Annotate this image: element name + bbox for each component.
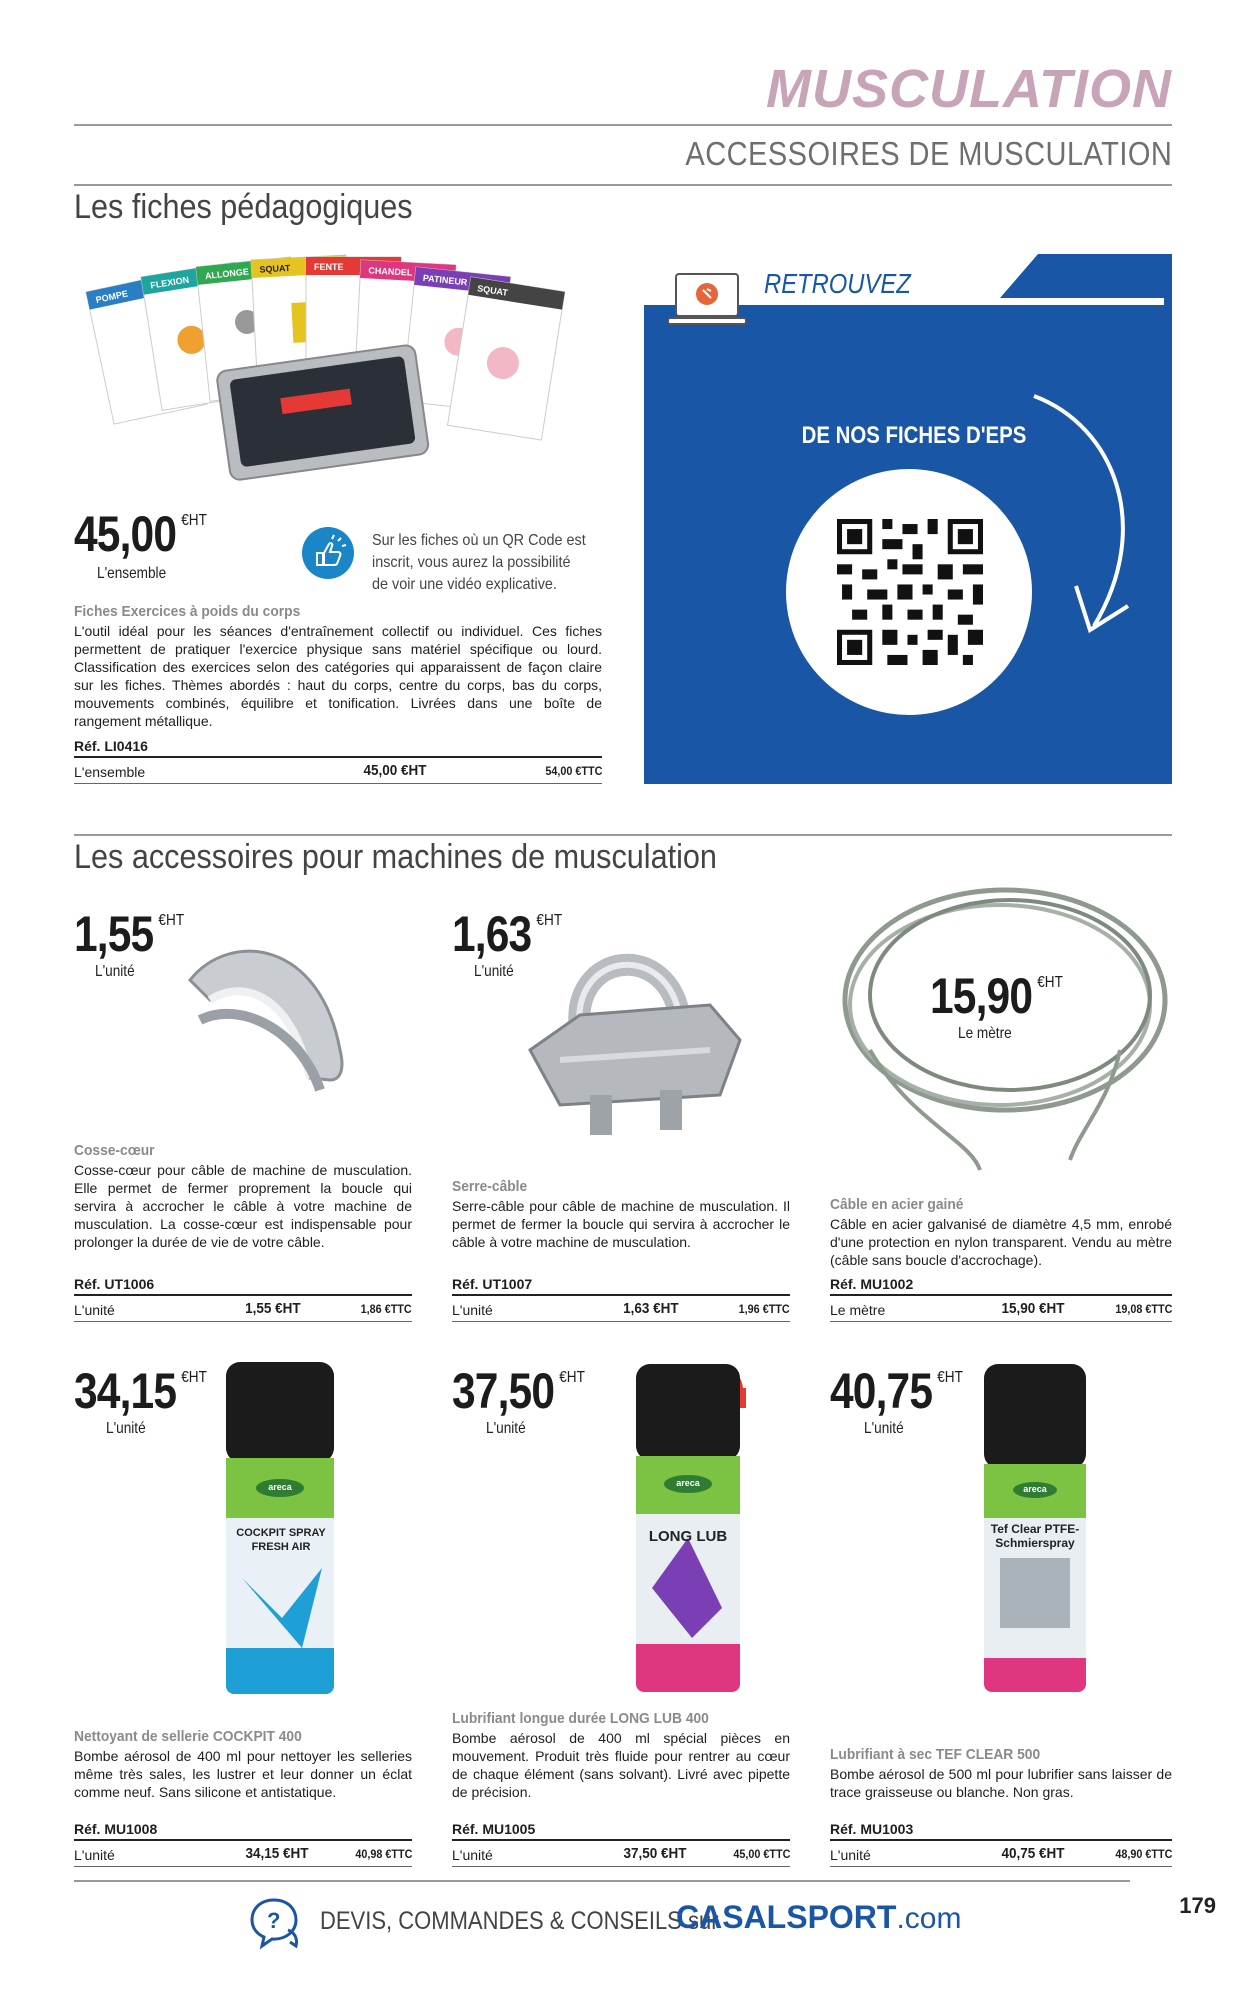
card-label: SQUAT [259,262,291,275]
fiches-product-ref: Réf. LI0416 [74,738,602,758]
can-label: COCKPIT SPRAY FRESH AIR [236,1527,326,1553]
fiches-price [74,505,207,563]
section2-divider [74,834,1172,836]
product-description: Bombe aérosol de 400 ml pour nettoyer les selleries même très sales, les lustrer et leur donner un éclat comme neuf. Sans silicone et antistatique. [74,1748,412,1800]
price-row-ttc: 45,00 €TTC [732,1847,790,1861]
product-description: Serre-câble pour câble de machine de musculation. Il permet de fermer la boucle qui servira à accrocher le câble à votre machine de musculation. [452,1198,790,1250]
price-row-ttc: 1,86 €TTC [360,1302,412,1316]
product-unit: L'unité [474,963,514,980]
promo-tab-shape [1000,254,1172,298]
footer-brand-link[interactable] [676,1899,961,1936]
product-price-value: 40,75 [830,1363,933,1419]
footer-brand-suffix: .com [896,1902,962,1935]
promo-line2: TOUTE LA GAMME [764,300,987,333]
can-brand: areca [676,1478,700,1488]
price-row-label: L'unité [830,1847,871,1863]
product-price-suffix: €HT [181,1369,207,1386]
section-title-accessoires: Les accessoires pour machines de musculation [74,838,717,876]
price-row-label: L'ensemble [74,764,146,780]
price-row-ttc: 54,00 €TTC [544,764,602,778]
qr-code-icon [837,519,983,665]
product-name: Lubrifiant à sec TEF CLEAR 500 [830,1746,1041,1763]
card-label: SQUAT [476,283,509,298]
fiches-product-description: L'outil idéal pour les séances d'entraînement collectif ou individuel. Ces fiches permettent de pratiquer l'exercice physique sans matériel spécifique ou lourd. Classification des exercices selon des catégories qui apparaissent de façon claire sur les fiches. Thèmes abordés : haut du corps, centre du corps, bas du corps, mouvements combinés, équilibre et tonification. Livrées dans une boîte de rangement métallique. [74,623,602,729]
price-row-ht: 1,63 €HT [623,1300,679,1317]
product-description: Cosse-cœur pour câble de machine de musculation. Elle permet de fermer proprement la boucle qui servira à accrocher le câble à votre machine de musculation. La cosse-cœur est indispensable pour prolonger la durée de vie de votre câble. [74,1162,412,1250]
card-label: FENTE [314,262,344,272]
product-price-value: 1,63 [452,906,532,962]
price-row-label: Le mètre [830,1302,886,1318]
qr-code-circle[interactable] [786,469,1032,715]
product-description: Câble en acier galvanisé de diamètre 4,5 mm, enrobé d'une protection en nylon transparent. Vendu au mètre (câble sans boucle d'accrochage). [830,1216,1172,1268]
thumbs-up-icon [302,527,354,579]
footer-brand-name: CASALSPORT [676,1899,897,1935]
product-ref: Réf. MU1002 [830,1276,1172,1296]
price-row-ht: 40,75 €HT [1001,1845,1065,1862]
header-divider [74,124,1172,126]
product-price-row [452,1300,790,1322]
price-row-ttc: 19,08 €TTC [1114,1302,1172,1316]
product-price [930,967,1063,1025]
price-row-label: L'unité [74,1847,115,1863]
product-ref: Réf. MU1003 [830,1821,1172,1841]
wire-clip-image [520,920,750,1150]
promo-line3: DE NOS FICHES D'EPS [801,422,1027,449]
card-label: FLEXION [149,274,190,291]
spray-can-longlub [632,1358,772,1698]
card-label: ALLONGE [204,266,250,282]
price-row-ht: 45,00 €HT [363,762,427,779]
product-name: Serre-câble [452,1178,528,1195]
footer-divider [74,1880,1130,1882]
price-row-ttc: 40,98 €TTC [354,1847,412,1861]
product-ref: Réf. MU1008 [74,1821,412,1841]
product-price [830,1362,963,1420]
product-ref: Réf. UT1006 [74,1276,412,1296]
qr-note: Sur les fiches où un QR Code est inscrit, vous aurez la possibilité de voir une vidéo explicative. [372,532,586,593]
product-price-value: 34,15 [74,1363,177,1419]
can-brand: areca [1023,1484,1047,1494]
footer-text: DEVIS, COMMANDES & CONSEILS sur [320,1907,719,1935]
section-title-fiches: Les fiches pédagogiques [74,188,413,226]
product-price [452,1362,585,1420]
can-label: Tef Clear PTFE-Schmierspray [990,1522,1080,1550]
category-title: MUSCULATION [766,59,1172,119]
product-unit: Le mètre [958,1025,1012,1042]
product-price-value: 15,90 [930,968,1033,1024]
product-ref: Réf. UT1007 [452,1276,790,1296]
curved-arrow-icon [1024,386,1164,656]
spray-can-tefclear [980,1358,1090,1698]
product-price [74,905,184,963]
product-price [74,1362,207,1420]
can-brand: areca [268,1482,292,1492]
product-description: Bombe aérosol de 500 ml pour lubrifier sans laisser de trace graisseuse ou blanche. Non gras. [830,1766,1172,1800]
price-row-ht: 37,50 €HT [623,1845,687,1862]
product-name: Cosse-cœur [74,1142,155,1159]
product-unit: L'unité [106,1420,146,1437]
product-price-row [74,1845,412,1867]
price-row-ht: 1,55 €HT [245,1300,301,1317]
promo-line1: RETROUVEZ [764,268,911,299]
price-row-ttc: 1,96 €TTC [738,1302,790,1316]
price-row-ttc: 48,90 €TTC [1114,1847,1172,1861]
card-label: POMPE [94,288,129,306]
product-price-suffix: €HT [559,1369,585,1386]
fiches-product-name: Fiches Exercices à poids du corps [74,603,301,620]
product-unit: L'unité [864,1420,904,1437]
fiches-price-suffix: €HT [181,512,207,529]
can-label: LONG LUB [648,1528,728,1545]
product-price-row [830,1845,1172,1867]
product-ref: Réf. MU1005 [452,1821,790,1841]
product-price-suffix: €HT [536,912,563,929]
promo-banner[interactable] [644,296,1172,784]
chat-question-icon [248,1896,302,1950]
svg-text:?: ? [267,1908,281,1933]
card-label: PATINEUR [422,272,468,288]
product-price-row [830,1300,1172,1322]
product-price-value: 1,55 [74,906,154,962]
price-row-ht: 34,15 €HT [245,1845,309,1862]
product-price-row [452,1845,790,1867]
fiches-product-image [76,252,596,514]
subcategory-title: ACCESSOIRES DE MUSCULATION [685,135,1172,172]
product-unit: L'unité [95,963,135,980]
product-price-suffix: €HT [1037,974,1063,991]
product-name: Câble en acier gainé [830,1196,964,1213]
page-number: 179 [1179,1893,1216,1918]
product-name: Lubrifiant longue durée LONG LUB 400 [452,1710,709,1727]
fiches-price-row [74,762,602,784]
price-row-ht: 15,90 €HT [1001,1300,1065,1317]
product-price-value: 37,50 [452,1363,555,1419]
product-unit: L'unité [486,1420,526,1437]
product-price-row [74,1300,412,1322]
spray-can-cockpit [222,1358,338,1698]
product-description: Bombe aérosol de 400 ml spécial pièces en mouvement. Produit très fluide pour rentrer au cœur de chaque élément (sans solvant). Livré avec pipette de précision. [452,1730,790,1800]
laptop-icon [666,272,748,328]
price-row-label: L'unité [74,1302,115,1318]
price-row-label: L'unité [452,1302,493,1318]
card-label: CHANDEL [368,265,413,278]
price-row-label: L'unité [452,1847,493,1863]
product-name: Nettoyant de sellerie COCKPIT 400 [74,1728,302,1745]
subheader-divider [74,184,1172,186]
thimble-image [170,920,370,1120]
fiches-price-unit: L'ensemble [97,565,167,582]
product-price-suffix: €HT [158,912,185,929]
product-price-suffix: €HT [937,1369,963,1386]
fiches-price-value: 45,00 [74,506,177,562]
